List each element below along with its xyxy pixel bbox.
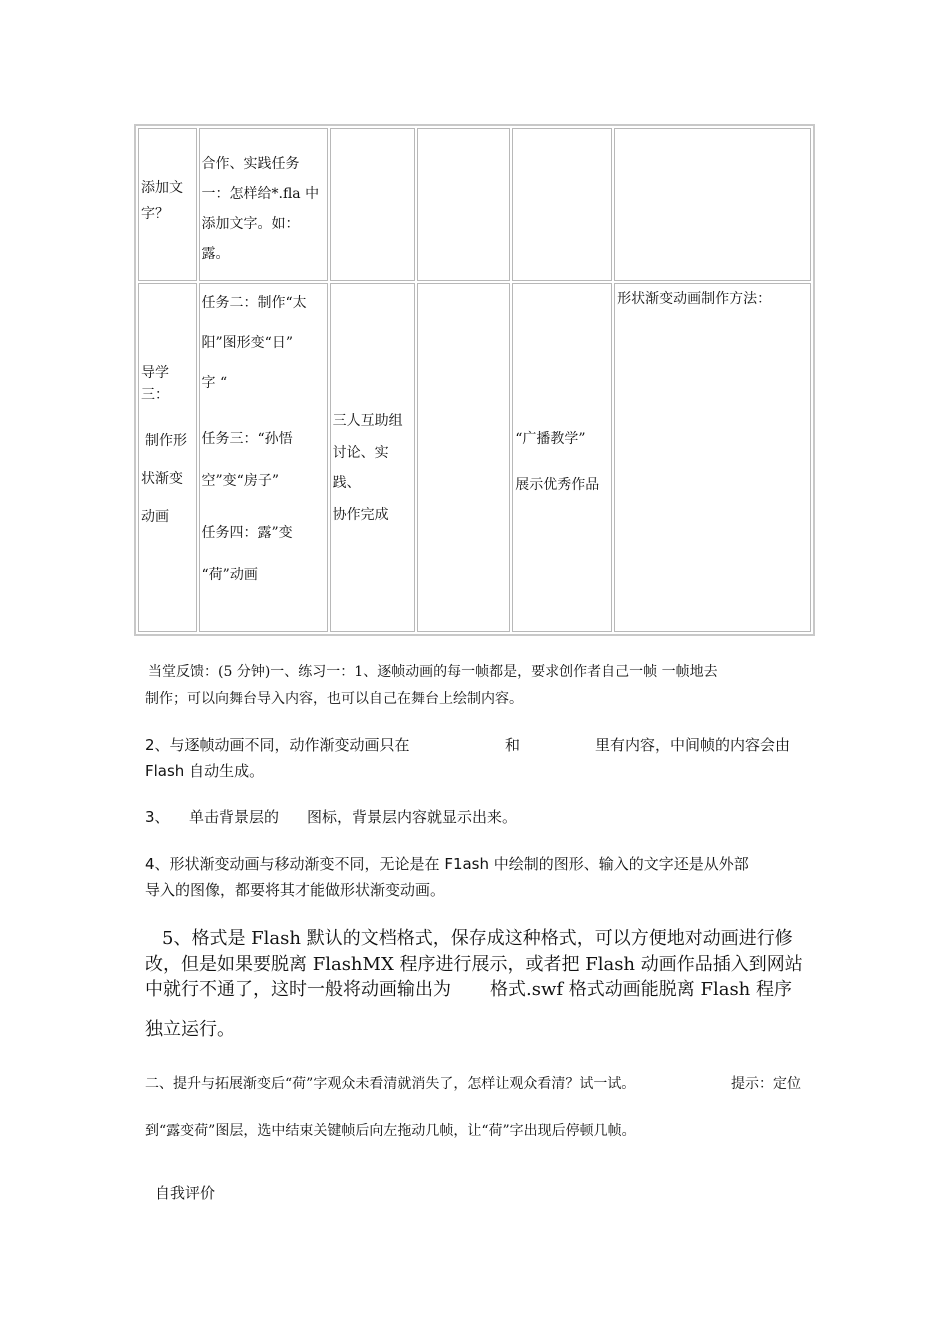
q2-part-a: 2、与逐帧动画不同，动作渐变动画只在 (145, 736, 410, 754)
table-cell (199, 283, 328, 632)
cell-text: 任务二：制作“太 (201, 294, 307, 311)
question-5-line-3 (145, 975, 815, 1001)
extend-part-a: 二、提升与拓展渐变后“荷”字观众未看清就消失了，怎样让观众看清？试一试。 (145, 1076, 636, 1092)
table-row (138, 128, 811, 281)
question-2-line-2: Flash 自动生成。 (145, 762, 265, 780)
table-cell (417, 128, 510, 281)
cell-text: 一：怎样给*.fla 中 (201, 186, 320, 202)
q5-part-b: 格式.swf 格式动画能脱离 Flash 程序 (490, 979, 792, 1000)
cell-text: 任务四：露”变 (201, 524, 293, 541)
table-cell (138, 283, 197, 632)
cell-text: 形状渐变动画制作方法： (617, 290, 772, 307)
cell-text: 字 “ (201, 374, 228, 391)
q5-part-a: 中就行不通了，这时一般将动画输出为 (145, 979, 451, 1000)
q2-part-b: 和 (505, 736, 521, 754)
cell-text: 添加文字。如：露。 (201, 216, 300, 262)
cell-text: 空”变“房子” (201, 472, 279, 489)
cell-text: 字？ (141, 206, 169, 222)
q2-part-c: 里有内容，中间帧的内容会由 (595, 736, 791, 754)
cell-text: 制作形 (145, 432, 187, 449)
table-cell (417, 283, 510, 632)
cell-text: 阳”图形变“日” (201, 334, 293, 351)
extend-line-2: 到“露变荷”图层，选中结束关键帧后向左拖动几帧，让“荷”字出现后停顿几帧。 (145, 1123, 636, 1139)
cell-text: 动画 (141, 508, 169, 525)
extend-part-b: 提示：定位 (731, 1076, 801, 1092)
question-2-line-1 (145, 734, 815, 755)
table-cell (512, 283, 612, 632)
cell-text: “荷”动画 (201, 566, 258, 583)
cell-text: 讨论、实践、 (332, 444, 389, 491)
table-cell (330, 283, 416, 632)
table-cell (512, 128, 612, 281)
cell-text: 三人互助组 (332, 412, 403, 429)
question-5-line-4: 独立运行。 (145, 1019, 235, 1040)
lesson-plan-table (134, 124, 815, 636)
cell-text: 导学三： (141, 364, 169, 403)
feedback-line-2: 制作；可以向舞台导入内容，也可以自己在舞台上绘制内容。 (145, 691, 523, 707)
feedback-line-1: 当堂反馈：(5 分钟)一、练习一：1、逐帧动画的每一帧都是，要求创作者自己一帧 一帧地去 (148, 664, 718, 680)
table-cell (614, 128, 811, 281)
question-4-line-1: 4、形状渐变动画与移动渐变不同，无论是在 F1ash 中绘制的图形、输入的文字还是从外部 (145, 855, 749, 873)
table-cell (199, 128, 328, 281)
cell-text: “广播教学” (515, 430, 586, 447)
table-cell (614, 283, 811, 632)
extend-line-1 (145, 1073, 815, 1093)
table-cell (330, 128, 416, 281)
q3-part-b: 单击背景层的 (189, 808, 280, 826)
self-evaluation: 自我评价 (155, 1184, 216, 1202)
q3-part-a: 3、 (145, 808, 170, 826)
cell-text: 状渐变 (141, 470, 183, 487)
table-cell (138, 128, 197, 281)
cell-text: 展示优秀作品 (515, 476, 600, 493)
cell-text: 添加文 (141, 180, 183, 196)
question-3 (145, 806, 815, 827)
cell-text: 任务三：“孙悟 (201, 430, 293, 447)
table-row (138, 283, 811, 632)
question-4-line-2: 导入的图像，都要将其才能做形状渐变动画。 (145, 881, 446, 899)
q3-part-c: 图标，背景层内容就显示出来。 (307, 808, 518, 826)
cell-text: 合作、实践任务 (201, 156, 300, 172)
question-5-line-2: 改，但是如果要脱离 FlashMX 程序进行展示，或者把 Flash 动画作品插入到网站 (145, 954, 803, 975)
cell-text: 协作完成 (332, 506, 389, 523)
question-5-line-1: 5、格式是 Flash 默认的文档格式，保存成这种格式，可以方便地对动画进行修 (162, 928, 793, 949)
